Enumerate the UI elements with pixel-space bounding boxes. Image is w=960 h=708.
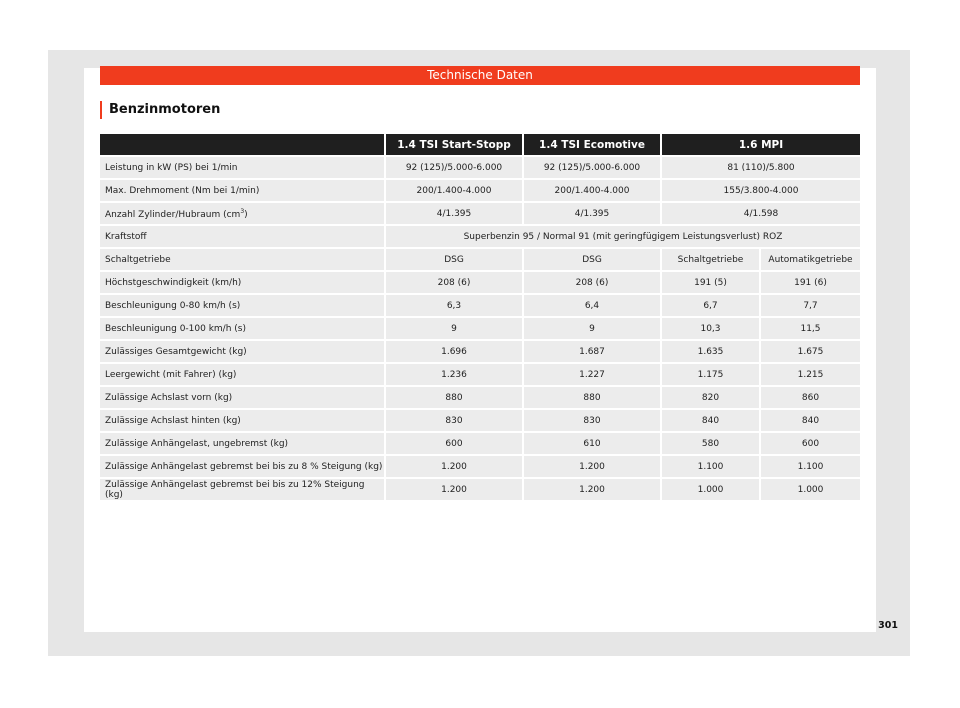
row-label: Zulässige Anhängelast gebremst bei bis zu 8 % Steigung (kg) bbox=[100, 456, 386, 477]
table-cell: 81 (110)/5.800 bbox=[662, 157, 860, 178]
page-number: 301 bbox=[878, 620, 898, 631]
table-cell: 4/1.395 bbox=[524, 203, 662, 224]
table-cell: 1.100 bbox=[761, 456, 860, 477]
table-cell: 200/1.400-4.000 bbox=[524, 180, 662, 201]
table-cell: 9 bbox=[524, 318, 662, 339]
table-cell: DSG bbox=[386, 249, 524, 270]
table-cell: 191 (6) bbox=[761, 272, 860, 293]
column-header: 1.4 TSI Start-Stopp bbox=[386, 134, 524, 155]
table-row bbox=[100, 433, 860, 454]
table-row bbox=[100, 226, 860, 247]
row-label: Beschleunigung 0-80 km/h (s) bbox=[100, 295, 386, 316]
table-row bbox=[100, 272, 860, 293]
table-cell: 1.215 bbox=[761, 364, 860, 385]
table-row bbox=[100, 410, 860, 431]
row-label bbox=[100, 203, 386, 224]
table-cell: 208 (6) bbox=[524, 272, 662, 293]
table-row bbox=[100, 249, 860, 270]
row-label-text: Anzahl Zylinder/Hubraum (cm bbox=[105, 209, 241, 220]
table-header-row bbox=[100, 134, 860, 155]
table-cell: 6,3 bbox=[386, 295, 524, 316]
table-cell: 1.100 bbox=[662, 456, 761, 477]
table-cell: 6,4 bbox=[524, 295, 662, 316]
table-cell: 4/1.395 bbox=[386, 203, 524, 224]
table-cell: 7,7 bbox=[761, 295, 860, 316]
row-label-suffix: ) bbox=[244, 209, 248, 220]
table-cell: 860 bbox=[761, 387, 860, 408]
table-row bbox=[100, 364, 860, 385]
table-cell: 820 bbox=[662, 387, 761, 408]
row-label: Zulässiges Gesamtgewicht (kg) bbox=[100, 341, 386, 362]
table-cell: 580 bbox=[662, 433, 761, 454]
row-label: Beschleunigung 0-100 km/h (s) bbox=[100, 318, 386, 339]
table-cell: 830 bbox=[386, 410, 524, 431]
row-label: Kraftstoff bbox=[100, 226, 386, 247]
table-row bbox=[100, 180, 860, 201]
table-cell: 6,7 bbox=[662, 295, 761, 316]
table-row bbox=[100, 295, 860, 316]
table-cell: 1.696 bbox=[386, 341, 524, 362]
chapter-header: Technische Daten bbox=[100, 66, 860, 85]
superscript: 3 bbox=[240, 207, 245, 215]
table-cell: 1.200 bbox=[386, 456, 524, 477]
table-cell: 200/1.400-4.000 bbox=[386, 180, 524, 201]
table-cell: 10,3 bbox=[662, 318, 761, 339]
table-cell: 1.227 bbox=[524, 364, 662, 385]
table-cell: 1.175 bbox=[662, 364, 761, 385]
row-label: Zulässige Anhängelast, ungebremst (kg) bbox=[100, 433, 386, 454]
table-row bbox=[100, 318, 860, 339]
table-cell: 600 bbox=[386, 433, 524, 454]
table-row bbox=[100, 157, 860, 178]
table-cell: 610 bbox=[524, 433, 662, 454]
table-cell: Superbenzin 95 / Normal 91 (mit geringfügigem Leistungsverlust) ROZ bbox=[386, 226, 860, 247]
table-cell: 880 bbox=[386, 387, 524, 408]
table-cell: 840 bbox=[662, 410, 761, 431]
row-label: Zulässige Anhängelast gebremst bei bis zu 12% Steigung (kg) bbox=[100, 479, 386, 500]
row-label: Max. Drehmoment (Nm bei 1/min) bbox=[100, 180, 386, 201]
row-label: Leergewicht (mit Fahrer) (kg) bbox=[100, 364, 386, 385]
table-cell: 1.687 bbox=[524, 341, 662, 362]
table-cell: 830 bbox=[524, 410, 662, 431]
row-label: Zulässige Achslast vorn (kg) bbox=[100, 387, 386, 408]
table-cell: 191 (5) bbox=[662, 272, 761, 293]
column-header: 1.4 TSI Ecomotive bbox=[524, 134, 662, 155]
table-cell: 1.200 bbox=[386, 479, 524, 500]
table-cell: DSG bbox=[524, 249, 662, 270]
table-row bbox=[100, 387, 860, 408]
table-cell: 840 bbox=[761, 410, 860, 431]
row-label: Höchstgeschwindigkeit (km/h) bbox=[100, 272, 386, 293]
table-cell: 1.200 bbox=[524, 456, 662, 477]
table-cell: 1.200 bbox=[524, 479, 662, 500]
table-cell: Schaltgetriebe bbox=[662, 249, 761, 270]
table-cell: 208 (6) bbox=[386, 272, 524, 293]
column-header bbox=[100, 134, 386, 155]
table-cell: 11,5 bbox=[761, 318, 860, 339]
table-cell: 1.635 bbox=[662, 341, 761, 362]
table-cell: Automatikgetriebe bbox=[761, 249, 860, 270]
row-label: Schaltgetriebe bbox=[100, 249, 386, 270]
table-row bbox=[100, 341, 860, 362]
table-cell: 1.236 bbox=[386, 364, 524, 385]
table-cell: 155/3.800-4.000 bbox=[662, 180, 860, 201]
specs-table bbox=[100, 132, 860, 502]
table-cell: 92 (125)/5.000-6.000 bbox=[524, 157, 662, 178]
table-row bbox=[100, 203, 860, 224]
table-cell: 1.000 bbox=[662, 479, 761, 500]
row-label: Leistung in kW (PS) bei 1/min bbox=[100, 157, 386, 178]
column-header: 1.6 MPI bbox=[662, 134, 860, 155]
row-label: Zulässige Achslast hinten (kg) bbox=[100, 410, 386, 431]
table-cell: 1.675 bbox=[761, 341, 860, 362]
table-cell: 9 bbox=[386, 318, 524, 339]
section-title: Benzinmotoren bbox=[100, 101, 220, 119]
table-cell: 1.000 bbox=[761, 479, 860, 500]
table-row bbox=[100, 456, 860, 477]
table-cell: 4/1.598 bbox=[662, 203, 860, 224]
table-cell: 600 bbox=[761, 433, 860, 454]
table-row bbox=[100, 479, 860, 500]
table-cell: 92 (125)/5.000-6.000 bbox=[386, 157, 524, 178]
table-cell: 880 bbox=[524, 387, 662, 408]
